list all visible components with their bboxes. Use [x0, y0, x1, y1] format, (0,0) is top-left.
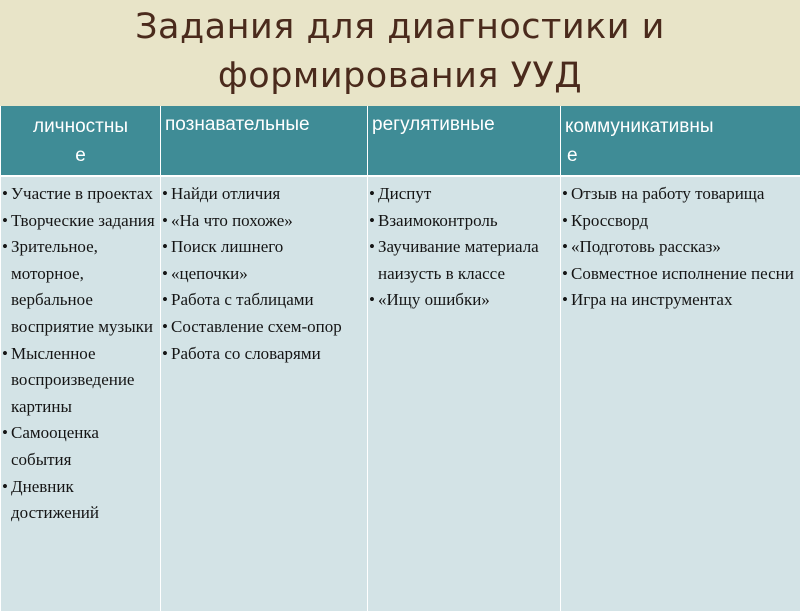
list-item: • Диспут [370, 181, 560, 208]
header-personal [1, 106, 161, 176]
uud-tasks-table [0, 106, 800, 611]
header-communicative [561, 106, 800, 176]
list-item: • Дневник достижений [3, 474, 160, 527]
list-item: • Совместное исполнение песни [563, 261, 800, 288]
list-item: • Творческие задания [3, 208, 160, 235]
list-item: • Кроссворд [563, 208, 800, 235]
list-item: • Найди отличия [163, 181, 367, 208]
list-item: • «На что похоже» [163, 208, 367, 235]
table-body-row [1, 176, 800, 611]
header-cognitive [161, 106, 368, 176]
list-item: • Игра на инструментах [563, 287, 800, 314]
header-communicative-line-1: коммуникативны [565, 112, 796, 141]
list-item: • «цепочки» [163, 261, 367, 288]
slide-title-line-1: Задания для диагностики и [0, 3, 800, 52]
title-band [0, 0, 800, 106]
list-item: • Поиск лишнего [163, 234, 367, 261]
list-item: • Работа с таблицами [163, 287, 367, 314]
column-personal [1, 176, 161, 611]
header-regulatory-line-1: регулятивные [372, 110, 556, 139]
list-item: • «Подготовь рассказ» [563, 234, 800, 261]
list-item: • Отзыв на работу товарища [563, 181, 800, 208]
list-item: • Участие в проектах [3, 181, 160, 208]
list-item: • Взаимоконтроль [370, 208, 560, 235]
header-personal-line-1: личностны [5, 112, 156, 141]
list-item: • Самооценка события [3, 420, 160, 473]
slide-title [0, 3, 800, 101]
header-cognitive-line-1: познавательные [165, 110, 363, 139]
header-regulatory [368, 106, 561, 176]
list-item: • Мысленное воспроизведение картины [3, 341, 160, 421]
column-regulatory [368, 176, 561, 611]
column-communicative [561, 176, 800, 611]
slide-title-line-2: формирования УУД [0, 52, 800, 101]
list-item: • «Ищу ошибки» [370, 287, 560, 314]
list-item: • Зрительное, моторное, вербальное восприятие музыки [3, 234, 160, 340]
list-item: • Работа со словарями [163, 341, 367, 368]
column-cognitive [161, 176, 368, 611]
table-header-row [1, 106, 800, 176]
header-communicative-line-2: е [565, 141, 796, 170]
list-item: • Заучивание материала наизусть в классе [370, 234, 560, 287]
header-personal-line-2: е [5, 141, 156, 170]
list-item: • Составление схем-опор [163, 314, 367, 341]
